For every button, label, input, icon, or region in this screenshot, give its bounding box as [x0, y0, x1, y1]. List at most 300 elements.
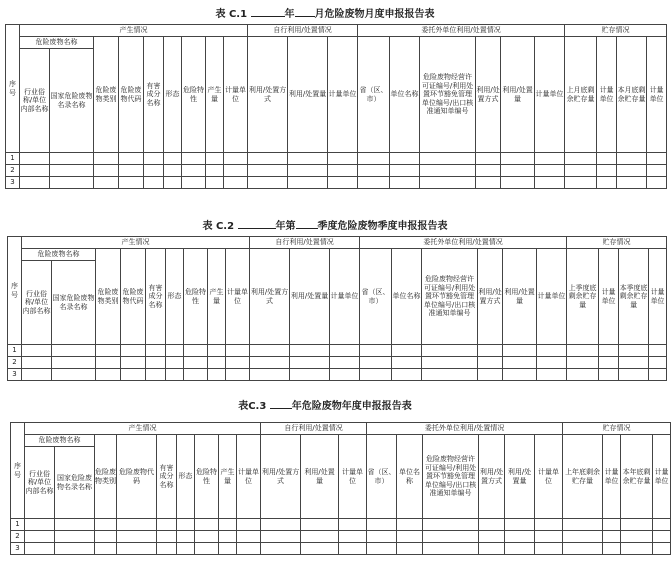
table-cell[interactable]: [95, 543, 117, 555]
row-number: 3: [11, 543, 25, 555]
quarter-blank: [296, 219, 318, 229]
month-blank: [295, 7, 315, 17]
seq-header: 序号: [8, 237, 22, 345]
table-cell[interactable]: [647, 153, 667, 165]
table-cell[interactable]: [653, 531, 671, 543]
table-cell[interactable]: [25, 531, 55, 543]
table-c2-title-prefix: 表 C.2: [202, 221, 235, 232]
table-cell[interactable]: [224, 153, 248, 165]
table-cell[interactable]: [563, 531, 603, 543]
table-cell[interactable]: [599, 369, 619, 381]
col-header: 上月底剩余贮存量: [565, 37, 597, 153]
col-header: 单位名称: [397, 435, 423, 519]
table-cell[interactable]: [224, 177, 248, 189]
table-cell[interactable]: [503, 345, 537, 357]
table-cell[interactable]: [649, 345, 667, 357]
col-header: 利用/处置量: [301, 435, 339, 519]
col-header: 危险废物类别: [95, 435, 117, 519]
table-cell[interactable]: [501, 165, 535, 177]
col-header: 危险废物代码: [121, 249, 146, 345]
table-cell[interactable]: [563, 519, 603, 531]
table-cell[interactable]: [565, 153, 597, 165]
table-cell[interactable]: [157, 531, 177, 543]
table-cell[interactable]: [301, 519, 339, 531]
table-cell[interactable]: [647, 165, 667, 177]
table-cell[interactable]: [20, 165, 50, 177]
table-cell[interactable]: [535, 165, 565, 177]
col-header: 利用/处置量: [288, 37, 328, 153]
col-header: 计量单位: [603, 435, 621, 519]
table-cell[interactable]: [565, 177, 597, 189]
table-cell[interactable]: [177, 543, 195, 555]
table-cell[interactable]: [392, 369, 422, 381]
table-cell[interactable]: [144, 153, 164, 165]
table-cell[interactable]: [367, 543, 397, 555]
table-cell[interactable]: [146, 345, 166, 357]
table-cell[interactable]: [224, 165, 248, 177]
table-cell[interactable]: [95, 519, 117, 531]
table-cell[interactable]: [501, 177, 535, 189]
table-cell[interactable]: [479, 543, 505, 555]
col-header: 产生量: [219, 435, 237, 519]
col-header: 危险废物经营许可证编号/利用处置环节豁免管理单位编号/出口核准通知单编号: [420, 37, 476, 153]
table-cell[interactable]: [219, 519, 237, 531]
table-cell[interactable]: [503, 357, 537, 369]
table-cell[interactable]: [166, 345, 184, 357]
table-cell[interactable]: [621, 519, 653, 531]
table-cell[interactable]: [290, 357, 330, 369]
generation-group-header: 产生情况: [22, 237, 250, 249]
col-header: 计量单位: [653, 435, 671, 519]
col-header: 计量单位: [328, 37, 358, 153]
table-cell[interactable]: [535, 177, 565, 189]
table-cell[interactable]: [423, 543, 479, 555]
table-c2-title: [0, 217, 650, 232]
table-cell[interactable]: [479, 519, 505, 531]
table-row: [8, 357, 667, 369]
table-cell[interactable]: [157, 543, 177, 555]
row-number: 1: [8, 345, 22, 357]
table-cell[interactable]: [290, 369, 330, 381]
col-header: 产生量: [208, 249, 226, 345]
table-cell[interactable]: [119, 165, 144, 177]
table-cell[interactable]: [537, 369, 567, 381]
waste-name-header: 危险废物名称: [22, 249, 96, 261]
col-header: 产生量: [206, 37, 224, 153]
table-cell[interactable]: [52, 369, 96, 381]
table-c1-title: [0, 5, 650, 20]
table-cell[interactable]: [250, 357, 290, 369]
table-c1-title-prefix: 表 C.1: [215, 9, 248, 20]
table-cell[interactable]: [166, 369, 184, 381]
table-cell[interactable]: [423, 531, 479, 543]
table-cell[interactable]: [423, 519, 479, 531]
table-cell[interactable]: [22, 357, 52, 369]
table-cell[interactable]: [237, 543, 261, 555]
table-cell[interactable]: [206, 177, 224, 189]
table-cell[interactable]: [360, 369, 392, 381]
col-header: 单位名称: [390, 37, 420, 153]
col-header: 上年底剩余贮存量: [563, 435, 603, 519]
table-cell[interactable]: [117, 531, 157, 543]
col-header: 利用/处置量: [501, 37, 535, 153]
table-cell[interactable]: [617, 177, 647, 189]
table-c3-title-prefix: 表C.3: [238, 401, 267, 412]
table-cell[interactable]: [250, 345, 290, 357]
col-header: 利用/处置方式: [479, 435, 505, 519]
col-header: 计量单位: [226, 249, 250, 345]
table-cell[interactable]: [420, 177, 476, 189]
table-cell[interactable]: [617, 165, 647, 177]
waste-name-header: 危险废物名称: [20, 37, 94, 49]
table-cell[interactable]: [397, 543, 423, 555]
table-cell[interactable]: [358, 177, 390, 189]
table-cell[interactable]: [182, 165, 206, 177]
table-cell[interactable]: [288, 153, 328, 165]
table-cell[interactable]: [20, 177, 50, 189]
table-cell[interactable]: [121, 345, 146, 357]
table-cell[interactable]: [619, 357, 649, 369]
col-header: 计量单位: [649, 249, 667, 345]
col-header: 利用/处置量: [503, 249, 537, 345]
table-cell[interactable]: [621, 531, 653, 543]
col-header: 危险废物类别: [94, 37, 119, 153]
table-cell[interactable]: [420, 165, 476, 177]
table-cell[interactable]: [422, 345, 478, 357]
table-cell[interactable]: [184, 369, 208, 381]
col-header: 上季度底剩余贮存量: [567, 249, 599, 345]
table-cell[interactable]: [55, 519, 95, 531]
col-header: 形态: [177, 435, 195, 519]
table-cell[interactable]: [567, 357, 599, 369]
table-cell[interactable]: [535, 531, 563, 543]
table-cell[interactable]: [599, 345, 619, 357]
table-cell[interactable]: [95, 531, 117, 543]
table-cell[interactable]: [55, 543, 95, 555]
generation-group-header: 产生情况: [25, 423, 261, 435]
table-cell[interactable]: [619, 369, 649, 381]
col-header: 利用/处置量: [505, 435, 535, 519]
table-cell[interactable]: [597, 177, 617, 189]
col-header: 危险废物类别: [96, 249, 121, 345]
table-cell[interactable]: [184, 357, 208, 369]
table-cell[interactable]: [164, 177, 182, 189]
col-header: 行业俗称/单位内部名称: [22, 261, 52, 345]
table-c3-title-suffix: 年危险废物年度申报报告表: [291, 401, 412, 412]
row-number: 1: [6, 153, 20, 165]
table-cell[interactable]: [195, 543, 219, 555]
table-cell[interactable]: [478, 345, 503, 357]
table-cell[interactable]: [288, 165, 328, 177]
table-cell[interactable]: [537, 357, 567, 369]
col-header: 利用/处置方式: [478, 249, 503, 345]
table-cell[interactable]: [563, 543, 603, 555]
table-cell[interactable]: [603, 543, 621, 555]
col-header: 利用/处置量: [290, 249, 330, 345]
table-cell[interactable]: [261, 543, 301, 555]
table-cell[interactable]: [339, 543, 367, 555]
col-header: 利用/处置方式: [261, 435, 301, 519]
col-header: 有害成分名称: [157, 435, 177, 519]
table-cell[interactable]: [50, 177, 94, 189]
table-cell[interactable]: [226, 369, 250, 381]
table-cell[interactable]: [505, 543, 535, 555]
table-cell[interactable]: [397, 531, 423, 543]
table-cell[interactable]: [328, 153, 358, 165]
row-number: 3: [8, 369, 22, 381]
table-cell[interactable]: [476, 153, 501, 165]
col-header: 省（区、市）: [367, 435, 397, 519]
waste-name-header: 危险废物名称: [25, 435, 95, 447]
col-header: 利用/处置方式: [250, 249, 290, 345]
seq-header: 序号: [6, 25, 20, 153]
outsourced-group-header: 委托外单位利用/处置情况: [360, 237, 567, 249]
table-cell[interactable]: [422, 369, 478, 381]
row-number: 2: [8, 357, 22, 369]
table-cell[interactable]: [505, 519, 535, 531]
table-cell[interactable]: [535, 153, 565, 165]
col-header: 省（区、市）: [358, 37, 390, 153]
table-cell[interactable]: [248, 165, 288, 177]
col-header: 危险废物经营许可证编号/利用处置环节豁免管理单位编号/出口核准通知单编号: [422, 249, 478, 345]
table-cell[interactable]: [535, 543, 563, 555]
table-cell[interactable]: [617, 153, 647, 165]
table-cell[interactable]: [653, 519, 671, 531]
table-cell[interactable]: [420, 153, 476, 165]
table-cell[interactable]: [157, 519, 177, 531]
table-cell[interactable]: [479, 531, 505, 543]
table-cell[interactable]: [121, 357, 146, 369]
table-cell[interactable]: [301, 531, 339, 543]
col-header: 计量单位: [535, 435, 563, 519]
table-cell[interactable]: [22, 345, 52, 357]
table-cell[interactable]: [367, 519, 397, 531]
table-cell[interactable]: [25, 543, 55, 555]
table-cell[interactable]: [339, 531, 367, 543]
table-cell[interactable]: [567, 369, 599, 381]
table-cell[interactable]: [121, 369, 146, 381]
table-cell[interactable]: [250, 369, 290, 381]
table-cell[interactable]: [567, 345, 599, 357]
table-cell[interactable]: [195, 519, 219, 531]
self-disposal-group-header: 自行利用/处置情况: [250, 237, 360, 249]
table-row: [8, 369, 667, 381]
table-cell[interactable]: [261, 519, 301, 531]
self-disposal-group-header: 自行利用/处置情况: [261, 423, 367, 435]
table-cell[interactable]: [119, 153, 144, 165]
table-cell[interactable]: [290, 345, 330, 357]
table-cell[interactable]: [164, 165, 182, 177]
table-cell[interactable]: [392, 345, 422, 357]
row-number: 2: [6, 165, 20, 177]
seq-header: 序号: [11, 423, 25, 519]
table-cell[interactable]: [94, 153, 119, 165]
table-cell[interactable]: [219, 543, 237, 555]
table-cell[interactable]: [422, 357, 478, 369]
table-cell[interactable]: [603, 531, 621, 543]
table-cell[interactable]: [219, 531, 237, 543]
table-cell[interactable]: [476, 165, 501, 177]
table-cell[interactable]: [50, 165, 94, 177]
table-cell[interactable]: [653, 543, 671, 555]
table-cell[interactable]: [208, 357, 226, 369]
table-cell[interactable]: [358, 153, 390, 165]
table-cell[interactable]: [20, 153, 50, 165]
table-cell[interactable]: [117, 543, 157, 555]
table-c1: [5, 24, 667, 189]
table-cell[interactable]: [117, 519, 157, 531]
table-cell[interactable]: [301, 543, 339, 555]
table-cell[interactable]: [195, 531, 219, 543]
storage-group-header: 贮存情况: [563, 423, 671, 435]
table-cell[interactable]: [619, 345, 649, 357]
col-header: 计量单位: [330, 249, 360, 345]
table-cell[interactable]: [146, 369, 166, 381]
table-cell[interactable]: [206, 153, 224, 165]
col-header: 省（区、市）: [360, 249, 392, 345]
table-cell[interactable]: [146, 357, 166, 369]
self-disposal-group-header: 自行利用/处置情况: [248, 25, 358, 37]
col-header: 危险特性: [195, 435, 219, 519]
table-c1-title-mid: 年: [284, 9, 295, 20]
col-header: 行业俗称/单位内部名称: [25, 447, 55, 519]
col-header: 危险特性: [182, 37, 206, 153]
table-cell[interactable]: [647, 177, 667, 189]
table-cell[interactable]: [339, 519, 367, 531]
table-cell[interactable]: [328, 165, 358, 177]
table-cell[interactable]: [94, 165, 119, 177]
table-cell[interactable]: [360, 345, 392, 357]
table-cell[interactable]: [330, 369, 360, 381]
year-blank: [238, 219, 276, 229]
table-cell[interactable]: [330, 345, 360, 357]
table-cell[interactable]: [164, 153, 182, 165]
table-row: [11, 519, 671, 531]
col-header: 危险废物代码: [117, 435, 157, 519]
table-c2-title-mid: 年第: [275, 221, 296, 232]
table-cell[interactable]: [537, 345, 567, 357]
table-cell[interactable]: [390, 177, 420, 189]
table-cell[interactable]: [360, 357, 392, 369]
table-cell[interactable]: [177, 531, 195, 543]
row-number: 1: [11, 519, 25, 531]
table-cell[interactable]: [208, 369, 226, 381]
storage-group-header: 贮存情况: [567, 237, 667, 249]
table-c1-title-suffix: 月危险废物月度申报报告表: [314, 9, 435, 20]
table-cell[interactable]: [50, 153, 94, 165]
table-cell[interactable]: [94, 177, 119, 189]
table-cell[interactable]: [505, 531, 535, 543]
table-cell[interactable]: [182, 153, 206, 165]
col-header: 利用/处置方式: [248, 37, 288, 153]
table-cell[interactable]: [599, 357, 619, 369]
col-header: 形态: [164, 37, 182, 153]
table-cell[interactable]: [649, 357, 667, 369]
table-cell[interactable]: [501, 153, 535, 165]
table-cell[interactable]: [96, 345, 121, 357]
table-cell[interactable]: [597, 153, 617, 165]
table-cell[interactable]: [565, 165, 597, 177]
table-cell[interactable]: [392, 357, 422, 369]
table-cell[interactable]: [367, 531, 397, 543]
table-cell[interactable]: [597, 165, 617, 177]
table-cell[interactable]: [237, 519, 261, 531]
table-cell[interactable]: [288, 177, 328, 189]
table-cell[interactable]: [52, 345, 96, 357]
col-header: 本月底剩余贮存量: [617, 37, 647, 153]
table-cell[interactable]: [226, 357, 250, 369]
table-cell[interactable]: [390, 165, 420, 177]
table-cell[interactable]: [649, 369, 667, 381]
year-blank: [251, 7, 285, 17]
table-cell[interactable]: [248, 177, 288, 189]
table-c2: [7, 236, 667, 381]
table-cell[interactable]: [55, 531, 95, 543]
storage-group-header: 贮存情况: [565, 25, 667, 37]
table-cell[interactable]: [96, 357, 121, 369]
table-cell[interactable]: [25, 519, 55, 531]
table-row: [6, 165, 667, 177]
table-cell[interactable]: [52, 357, 96, 369]
table-cell[interactable]: [248, 153, 288, 165]
table-row: [11, 531, 671, 543]
table-cell[interactable]: [330, 357, 360, 369]
table-cell[interactable]: [476, 177, 501, 189]
table-c3: [10, 422, 671, 555]
table-cell[interactable]: [119, 177, 144, 189]
table-cell[interactable]: [206, 165, 224, 177]
table-cell[interactable]: [144, 165, 164, 177]
table-row: [8, 345, 667, 357]
table-cell[interactable]: [261, 531, 301, 543]
row-number: 3: [6, 177, 20, 189]
table-cell[interactable]: [184, 345, 208, 357]
table-cell[interactable]: [535, 519, 563, 531]
table-cell[interactable]: [208, 345, 226, 357]
table-cell[interactable]: [390, 153, 420, 165]
table-cell[interactable]: [166, 357, 184, 369]
table-cell[interactable]: [478, 369, 503, 381]
table-c2-title-suffix: 季度危险废物季度申报报告表: [317, 221, 448, 232]
table-cell[interactable]: [603, 519, 621, 531]
year-blank: [270, 399, 292, 409]
table-cell[interactable]: [328, 177, 358, 189]
table-cell[interactable]: [144, 177, 164, 189]
col-header: 有害成分名称: [146, 249, 166, 345]
table-row: [6, 153, 667, 165]
col-header: 计量单位: [647, 37, 667, 153]
table-cell[interactable]: [237, 531, 261, 543]
table-cell[interactable]: [621, 543, 653, 555]
col-header: 计量单位: [339, 435, 367, 519]
table-row: [6, 177, 667, 189]
table-cell[interactable]: [503, 369, 537, 381]
col-header: 计量单位: [537, 249, 567, 345]
table-cell[interactable]: [358, 165, 390, 177]
table-cell[interactable]: [478, 357, 503, 369]
table-cell[interactable]: [397, 519, 423, 531]
outsourced-group-header: 委托外单位利用/处置情况: [367, 423, 563, 435]
table-cell[interactable]: [177, 519, 195, 531]
row-number: 2: [11, 531, 25, 543]
col-header: 计量单位: [237, 435, 261, 519]
table-cell[interactable]: [182, 177, 206, 189]
table-cell[interactable]: [226, 345, 250, 357]
table-cell[interactable]: [22, 369, 52, 381]
col-header: 有害成分名称: [144, 37, 164, 153]
col-header: 国家危险废物名录名称: [50, 49, 94, 153]
table-cell[interactable]: [96, 369, 121, 381]
